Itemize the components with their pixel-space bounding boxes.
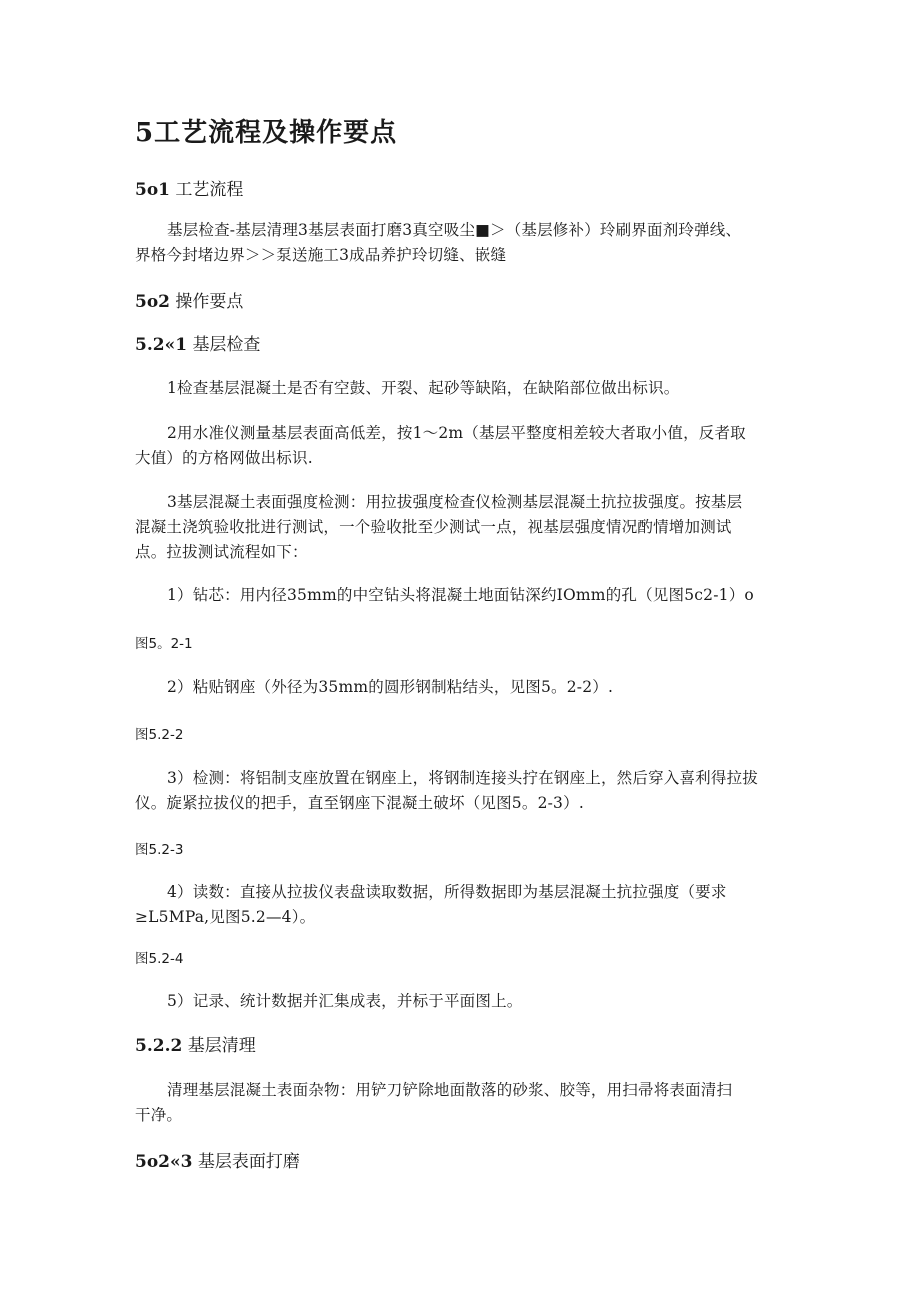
check-item-3-line-2: 混凝土浇筑验收批进行测试，一个验收批至少测试一点，视基层强度情况酌情增加测试 bbox=[135, 518, 732, 536]
heading-label: 基层表面打磨 bbox=[197, 1152, 300, 1172]
heading-number: 5o2«3 bbox=[135, 1152, 193, 1172]
step-5: 5）记录、统计数据并汇集成表，并标于平面图上。 bbox=[167, 992, 523, 1010]
step-4-line-1: 4）读数：直接从拉拔仪表盘读取数据，所得数据即为基层混凝土抗拉强度（要求 bbox=[167, 883, 727, 901]
check-item-3-line-1: 3基层混凝土表面强度检测：用拉拔强度检查仪检测基层混凝土抗拉拔强度。按基层 bbox=[167, 493, 743, 511]
heading-number: 5.2«1 bbox=[135, 335, 188, 355]
heading-5-2-3 bbox=[135, 1147, 300, 1172]
step-2: 2）粘贴钢座（外径为35mm的圆形钢制粘结头，见图5。2-2）. bbox=[167, 678, 614, 696]
heading-5-2-1 bbox=[135, 330, 260, 355]
page-title: 5工艺流程及操作要点 bbox=[135, 118, 398, 148]
clean-line-2: 干净。 bbox=[135, 1106, 183, 1124]
clean-line-1: 清理基层混凝土表面杂物：用铲刀铲除地面散落的砂浆、胶等，用扫帚将表面清扫 bbox=[167, 1081, 733, 1099]
figure-caption-2: 图5.2-2 bbox=[135, 727, 184, 743]
step-3-line-1: 3）检测：将铝制支座放置在钢座上，将钢制连接头拧在钢座上，然后穿入喜利得拉拔 bbox=[167, 769, 758, 787]
step-1: 1）钻芯：用内径35mm的中空钻头将混凝土地面钻深约IOmm的孔（见图5c2-1）o bbox=[167, 586, 754, 604]
check-item-3-line-3: 点。拉拔测试流程如下： bbox=[135, 543, 308, 561]
heading-number: 5o1 bbox=[135, 180, 170, 200]
flow-line-1: 基层检查-基层清理3基层表面打磨3真空吸尘■＞（基层修补）玲刷界面剂玲弹线、 bbox=[167, 221, 742, 239]
heading-number: 5.2.2 bbox=[135, 1036, 183, 1056]
step-3-line-2: 仪。旋紧拉拔仪的把手，直至钢座下混凝土破坏（见图5。2-3）. bbox=[135, 794, 584, 812]
figure-caption-4: 图5.2-4 bbox=[135, 951, 184, 967]
heading-5-2-2 bbox=[135, 1031, 256, 1056]
heading-label: 基层检查 bbox=[192, 335, 261, 355]
heading-label: 操作要点 bbox=[175, 292, 244, 312]
check-item-1: 1检查基层混凝土是否有空鼓、开裂、起砂等缺陷，在缺陷部位做出标识。 bbox=[167, 379, 680, 397]
heading-number: 5o2 bbox=[135, 292, 170, 312]
heading-5-2 bbox=[135, 287, 243, 312]
heading-label: 工艺流程 bbox=[175, 180, 244, 200]
check-item-2-line-1: 2用水准仪测量基层表面高低差，按1～2m（基层平整度相差较大者取小值，反者取 bbox=[167, 424, 746, 442]
flow-line-2: 界格今封堵边界＞＞泵送施工3成品养护玲切缝、嵌缝 bbox=[135, 246, 507, 264]
check-item-2-line-2: 大值）的方格网做出标识. bbox=[135, 449, 313, 467]
heading-5-1 bbox=[135, 175, 243, 200]
heading-label: 基层清理 bbox=[187, 1036, 256, 1056]
step-4-line-2: ≥L5MPa,见图5.2—4）。 bbox=[135, 908, 316, 926]
figure-caption-1: 图5。2-1 bbox=[135, 636, 193, 652]
figure-caption-3: 图5.2-3 bbox=[135, 842, 184, 858]
